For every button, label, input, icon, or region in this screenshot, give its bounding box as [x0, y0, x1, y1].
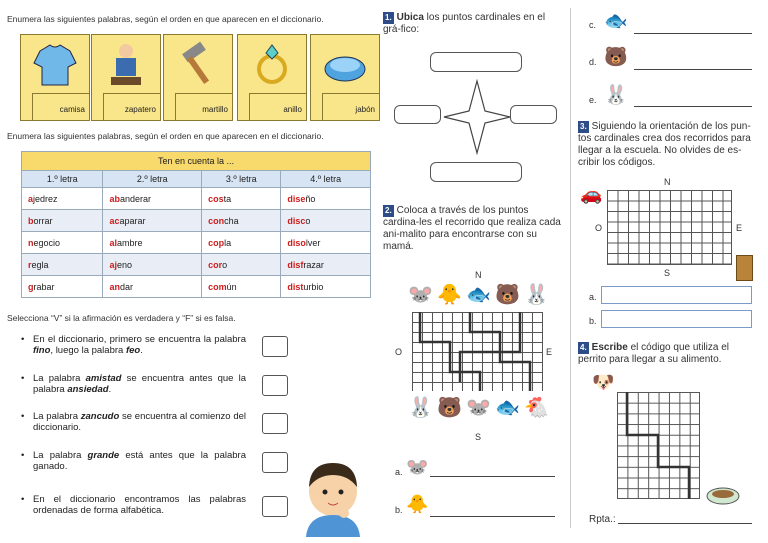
answer-d-line[interactable]: [634, 69, 752, 70]
word-cell: copla: [202, 232, 281, 254]
south-box[interactable]: [430, 162, 522, 182]
true-false-box[interactable]: [262, 496, 288, 517]
west-label: O: [395, 347, 403, 357]
west-label-2: O: [595, 223, 603, 233]
word-card: [91, 34, 161, 121]
column-header: 2.º letra: [103, 171, 202, 188]
table-row: [22, 276, 371, 298]
word-cell: acaparar: [103, 210, 202, 232]
route-b-input[interactable]: [601, 310, 752, 328]
answer-c-line[interactable]: [634, 33, 752, 34]
word-cell: negocio: [22, 232, 103, 254]
number-box[interactable]: [238, 93, 250, 120]
route-b-label: b.: [589, 316, 597, 326]
section-1-number: 1.: [385, 13, 392, 22]
answer-e-line[interactable]: [634, 106, 752, 107]
word-cell: ajedrez: [22, 188, 103, 210]
statement: • En el diccionario encontramos las palabras ordenadas de forma alfabética.: [21, 494, 246, 516]
mouse-icon: 🐭: [408, 284, 433, 306]
label-c: c.: [589, 20, 597, 30]
word-cell: andar: [103, 276, 202, 298]
answer-b-label: b.: [395, 505, 403, 515]
rabbit-icon: 🐰: [524, 284, 549, 306]
table-title: Ten en cuenta la ...: [22, 152, 371, 171]
word-cell: regla: [22, 254, 103, 276]
card-label: jabón: [355, 105, 375, 114]
answer-a-label: a.: [395, 467, 403, 477]
north-box[interactable]: [430, 52, 522, 72]
statement: • La palabra zancudo se encuentra al comienzo del diccionario.: [21, 411, 246, 433]
answer-a-line[interactable]: [430, 476, 555, 477]
number-box[interactable]: [164, 93, 176, 120]
card-label: anillo: [283, 105, 302, 114]
card-label-area: [311, 93, 379, 120]
section-4-number: 4.: [580, 343, 587, 352]
word-cell: abanderar: [103, 188, 202, 210]
mouse-icon: 🐭: [406, 457, 429, 477]
instruction-1: Enumera las siguientes palabras, según el orden en que aparecen en el diccionario.: [7, 14, 324, 24]
table-row: [22, 188, 371, 210]
rabbit-icon: 🐰: [604, 85, 628, 106]
word-cell: común: [202, 276, 281, 298]
true-false-box[interactable]: [262, 413, 288, 434]
word-card: [310, 34, 380, 121]
word-cell: disturbio: [281, 276, 371, 298]
table-row: [22, 232, 371, 254]
section-1-verb: Ubica: [396, 12, 424, 23]
car-icon: 🚗: [580, 184, 603, 204]
section-3-number: 3.: [580, 122, 587, 131]
statement: • La palabra grande está antes que la palabra ganado.: [21, 450, 246, 472]
north-label: N: [475, 270, 482, 280]
true-false-box[interactable]: [262, 375, 288, 396]
east-label: E: [546, 347, 553, 357]
south-label-2: S: [664, 268, 671, 278]
school-icon: [736, 255, 753, 281]
true-false-box[interactable]: [262, 452, 288, 473]
maze-paths: [412, 312, 543, 391]
mouse-icon: 🐭: [466, 397, 491, 419]
number-box[interactable]: [311, 93, 323, 120]
number-box[interactable]: [21, 93, 33, 120]
card-label: martillo: [202, 105, 228, 114]
boy-illustration: [298, 457, 368, 537]
table-row: [22, 210, 371, 232]
dog-path: [617, 392, 700, 499]
section-2-text: [383, 205, 563, 253]
label-d: d.: [589, 57, 597, 67]
instruction-2: Enumera las siguientes palabras, según el orden en que aparecen en el diccionario.: [7, 131, 324, 141]
route-grid: [607, 190, 732, 265]
route-a-input[interactable]: [601, 286, 752, 304]
rabbit-icon: 🐰: [408, 397, 433, 419]
answer-line[interactable]: [618, 523, 752, 524]
east-label-2: E: [736, 223, 743, 233]
chick-icon: 🐥: [437, 284, 462, 306]
number-box[interactable]: [92, 93, 104, 120]
column-header: 4.º letra: [281, 171, 371, 188]
section-2-number: 2.: [385, 206, 392, 215]
instruction-3: Selecciona “V” si la afirmación es verdadera y “F” si es falsa.: [7, 313, 236, 323]
fish-icon: 🐟: [604, 11, 628, 32]
card-label-area: [21, 93, 89, 120]
word-cell: concha: [202, 210, 281, 232]
dog-icon: 🐶: [592, 372, 615, 392]
fish-icon: 🐟: [495, 397, 520, 419]
section-2-body: Coloca a través de los puntos cardina-les el recorrido que realiza cada ani-malito para encontrarse con su mamá.: [383, 205, 561, 252]
word-card: [20, 34, 90, 121]
statement: • La palabra amistad se encuentra antes que la palabra ansiedad.: [21, 373, 246, 395]
fish-icon: 🐟: [466, 284, 491, 306]
word-cell: costa: [202, 188, 281, 210]
bear-icon: 🐻: [604, 47, 628, 68]
answer-b-line[interactable]: [430, 516, 555, 517]
east-box[interactable]: [510, 105, 557, 124]
word-cell: diseño: [281, 188, 371, 210]
card-label-area: [92, 93, 160, 120]
column-header: 3.º letra: [202, 171, 281, 188]
section-1-text: [383, 12, 563, 36]
section-1-body: los puntos cardinales en el grá-fico:: [383, 12, 546, 35]
word-cell: disolver: [281, 232, 371, 254]
bear-icon: 🐻: [437, 397, 462, 419]
north-label-2: N: [664, 177, 671, 187]
column-header: 1.º letra: [22, 171, 103, 188]
dog-bowl-icon: [705, 485, 741, 507]
hammer-icon: [164, 35, 232, 94]
word-cell: borrar: [22, 210, 103, 232]
card-label: camisa: [59, 105, 85, 114]
word-cell: disfrazar: [281, 254, 371, 276]
section-4-text: [578, 342, 756, 366]
card-label-area: [238, 93, 306, 120]
section-4-verb: Escribe: [591, 342, 628, 353]
soap-icon: [311, 35, 379, 94]
card-label-area: [164, 93, 232, 120]
column-divider: [570, 8, 571, 528]
hen-icon: 🐔: [524, 397, 549, 419]
table-row: [22, 254, 371, 276]
word-cell: grabar: [22, 276, 103, 298]
west-box[interactable]: [394, 105, 441, 124]
south-label: S: [475, 432, 482, 442]
section-3-text: [578, 121, 756, 169]
shoemaker-icon: [92, 35, 160, 94]
compass-star-icon: [442, 79, 512, 155]
ring-icon: [238, 35, 306, 94]
shirt-icon: [21, 35, 89, 94]
card-label: zapatero: [124, 105, 156, 114]
chick-icon: 🐥: [406, 494, 429, 514]
section-3-body: Siguiendo la orientación de los pun-tos cardinales crea dos recorridos para llegar a la escuela. No olvides de es-cribir los códigos.: [578, 121, 751, 168]
word-card: [163, 34, 233, 121]
route-a-label: a.: [589, 292, 597, 302]
bear-icon: 🐻: [495, 284, 520, 306]
label-e: e.: [589, 95, 597, 105]
true-false-box[interactable]: [262, 336, 288, 357]
word-cell: disco: [281, 210, 371, 232]
letter-table: [21, 151, 371, 298]
statement: • En el diccionario, primero se encuentra la palabra fino, luego la palabra feo.: [21, 334, 246, 356]
word-card: [237, 34, 307, 121]
word-cell: alambre: [103, 232, 202, 254]
section-4-body: el código que utiliza el perrito para llegar a su alimento.: [578, 342, 729, 365]
answer-label: Rpta.:: [589, 514, 616, 525]
word-cell: coro: [202, 254, 281, 276]
word-cell: ajeno: [103, 254, 202, 276]
